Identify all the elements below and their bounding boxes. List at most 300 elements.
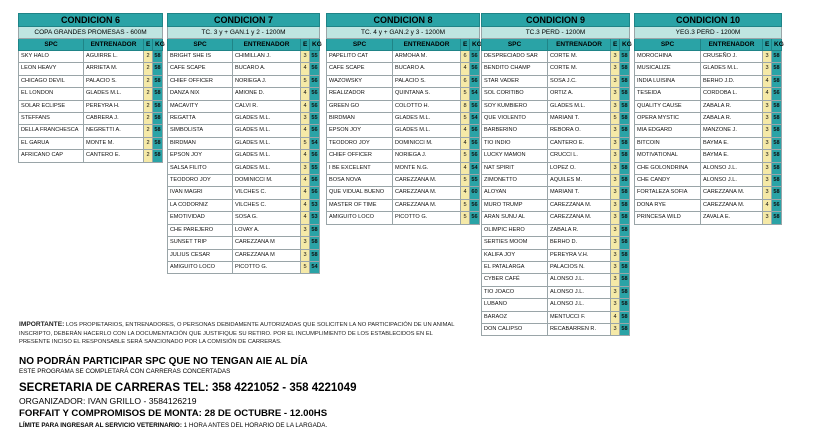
weight-value: 58 (620, 125, 630, 137)
trainer-name: BAYMA E. (701, 150, 763, 162)
age-value: 3 (611, 237, 620, 249)
secretaria-phone: SECRETARIA DE CARRERAS TEL: 358 4221052 - 358 4221049 (19, 381, 357, 394)
weight-value: 58 (620, 199, 630, 211)
age-value: 3 (611, 187, 620, 199)
age-value: 3 (611, 63, 620, 75)
table-row (19, 137, 163, 149)
horse-name: CHIEF OFFICER (168, 75, 233, 87)
age-value: 3 (301, 237, 310, 249)
weight-value: 56 (310, 187, 320, 199)
trainer-name: GLADES M.L. (233, 137, 301, 149)
horse-name: NAT SPIRIT (482, 162, 548, 174)
horse-name: GREEN GO (327, 100, 393, 112)
weight-value: 58 (620, 162, 630, 174)
horse-name: ALOYAN (482, 187, 548, 199)
table-row (168, 150, 320, 162)
column-header-entrenador: ENTRENADOR (84, 39, 144, 51)
trainer-name: CRUSEÑO J. (701, 51, 763, 63)
weight-value: 56 (310, 125, 320, 137)
age-value: 3 (611, 137, 620, 149)
age-value: 2 (144, 113, 153, 125)
horse-name: SOY KUMBIERO (482, 100, 548, 112)
table-row (327, 150, 480, 162)
table-row (482, 237, 630, 249)
weight-value: 55 (310, 162, 320, 174)
trainer-name: CAREZZANA M. (548, 199, 611, 211)
weight-value: 58 (772, 187, 782, 199)
horse-name: AMIGUITO LOCO (327, 212, 393, 224)
column-header-entrenador: ENTRENADOR (233, 39, 301, 51)
table-row (635, 75, 782, 87)
horse-name: SERTIES MOOM (482, 237, 548, 249)
weight-value: 56 (470, 137, 480, 149)
importante-text: LOS PROPIETARIOS, ENTRENADORES, O PERSONAS DEBIDAMENTE AUTORIZADAS QUE SOLICITEN LA NO PARTICIPACIÓN DE UN ANIMAL INSCRIPTO, DEBERÁN HACERLO CON LA DOCUMENTACIÓN QUE JUSTIFIQUE SU RETIRO. POR EL INCUMPLIMIENTO DE LOS ESTABLECIDOS EN EL PRESENTE INCISO EL RESPONSABLE SERÁ SANCIONADO POR LA COMISIÓN DE CARRERAS. (19, 322, 455, 346)
column-header-spc: SPC (327, 39, 393, 51)
table-row (19, 113, 163, 125)
weight-value: 58 (153, 75, 163, 87)
table-row (168, 51, 320, 63)
column-header-entrenador: ENTRENADOR (701, 39, 763, 51)
trainer-name: MENTUCCI F. (548, 311, 611, 323)
age-value: 2 (144, 88, 153, 100)
horse-name: INDIA LUISINA (635, 75, 701, 87)
weight-value: 56 (470, 150, 480, 162)
age-value: 4 (461, 187, 470, 199)
weight-value: 54 (470, 113, 480, 125)
condition-title: CONDICION 6 (19, 14, 163, 27)
weight-value: 58 (620, 113, 630, 125)
horse-name: LUCKY MAMON (482, 150, 548, 162)
trainer-name: GLADES M.L. (393, 125, 461, 137)
weight-value: 58 (620, 311, 630, 323)
horse-name: EL PATALARGA (482, 261, 548, 273)
table-row (482, 113, 630, 125)
weight-value: 58 (620, 75, 630, 87)
table-row (482, 75, 630, 87)
trainer-name: CRUCCI L. (548, 150, 611, 162)
trainer-name: CAREZZANA M. (701, 187, 763, 199)
table-row (168, 212, 320, 224)
age-value: 3 (611, 199, 620, 211)
trainer-name: ZAVALA E. (701, 212, 763, 224)
column-header-e: E (461, 39, 470, 51)
column-header-kg: KG (772, 39, 782, 51)
condition-title: CONDICION 10 (635, 14, 782, 27)
trainer-name: PICOTTO G. (233, 261, 301, 273)
age-value: 3 (611, 125, 620, 137)
trainer-name: GLADES M.L. (84, 88, 144, 100)
table-row (482, 175, 630, 187)
weight-value: 58 (620, 274, 630, 286)
trainer-name: PICOTTO G. (393, 212, 461, 224)
table-row (327, 63, 480, 75)
importante-label: IMPORTANTE: (19, 321, 65, 328)
column-header-spc: SPC (168, 39, 233, 51)
organizador-text: ORGANIZADOR: IVAN GRILLO - 3584126219 (19, 395, 197, 406)
condition-table (634, 13, 782, 225)
age-value: 4 (301, 187, 310, 199)
horse-name: SALSA FILITO (168, 162, 233, 174)
trainer-name: NORIEGA J. (233, 75, 301, 87)
trainer-name: BERHO D. (548, 237, 611, 249)
horse-name: SUNSET TRIP (168, 237, 233, 249)
weight-value: 53 (310, 199, 320, 211)
age-value: 3 (763, 175, 772, 187)
age-value: 5 (461, 212, 470, 224)
condition-title: CONDICION 9 (482, 14, 630, 27)
weight-value: 58 (772, 137, 782, 149)
horse-name: DESPRECIADO SAR (482, 51, 548, 63)
weight-value: 58 (620, 88, 630, 100)
weight-value: 55 (310, 51, 320, 63)
horse-name: CHE GOLONDRINA (635, 162, 701, 174)
weight-value: 58 (310, 249, 320, 261)
weight-value: 56 (310, 75, 320, 87)
age-value: 2 (144, 125, 153, 137)
table-row (327, 100, 480, 112)
horse-name: MURO TRUMP (482, 199, 548, 211)
table-row (635, 150, 782, 162)
weight-value: 56 (310, 150, 320, 162)
table-row (635, 100, 782, 112)
trainer-name: ARRIETA M. (84, 63, 144, 75)
age-value: 4 (461, 162, 470, 174)
table-row (482, 311, 630, 323)
weight-value: 60 (470, 187, 480, 199)
table-row (635, 187, 782, 199)
trainer-name: CORDOBA L. (701, 88, 763, 100)
horse-name: CAFE SCAPE (327, 63, 393, 75)
weight-value: 58 (153, 51, 163, 63)
horse-name: LUBANO (482, 299, 548, 311)
forfait-text: FORFAIT Y COMPROMISOS DE MONTA: 28 DE OCTUBRE - 12.00HS (19, 407, 328, 419)
horse-name: DANZA NIX (168, 88, 233, 100)
horse-name: CHE PAREJERO (168, 224, 233, 236)
weight-value: 56 (470, 125, 480, 137)
horse-name: I BE EXCELENT (327, 162, 393, 174)
weight-value: 56 (470, 63, 480, 75)
table-row (168, 187, 320, 199)
age-value: 4 (461, 137, 470, 149)
weight-value: 58 (620, 51, 630, 63)
weight-value: 58 (772, 125, 782, 137)
trainer-name: DOMINICCI M. (393, 137, 461, 149)
age-value: 6 (461, 75, 470, 87)
trainer-name: CHIMILLAN J. (233, 51, 301, 63)
horse-name: BRIGHT SHE IS (168, 51, 233, 63)
horse-name: PAPELITO CAT (327, 51, 393, 63)
weight-value: 56 (470, 100, 480, 112)
trainer-name: ALONSO J.L. (548, 286, 611, 298)
limite-value: 1 HORA ANTES DEL HORARIO DE LA LARGADA. (183, 421, 328, 429)
horse-name: CYBER CAFÉ (482, 274, 548, 286)
age-value: 3 (763, 63, 772, 75)
race-description: TC. 3 y + GAN.1 y 2 - 1200M (168, 27, 320, 39)
weight-value: 58 (153, 113, 163, 125)
table-row (168, 113, 320, 125)
age-value: 4 (763, 75, 772, 87)
table-row (168, 125, 320, 137)
horse-name: BIRDMAN (327, 113, 393, 125)
weight-value: 58 (620, 237, 630, 249)
trainer-name: CALVI R. (233, 100, 301, 112)
column-header-spc: SPC (482, 39, 548, 51)
table-row (482, 261, 630, 273)
horse-name: BITCOIN (635, 137, 701, 149)
horse-name: IVAN MAGRI (168, 187, 233, 199)
table-row (482, 187, 630, 199)
weight-value: 58 (772, 212, 782, 224)
table-row (168, 137, 320, 149)
trainer-name: AMIONE D. (233, 88, 301, 100)
horse-name: TIO JOACO (482, 286, 548, 298)
age-value: 4 (301, 88, 310, 100)
weight-value: 58 (310, 224, 320, 236)
trainer-name: NEGRETTI A. (84, 125, 144, 137)
horse-name: MUSICALIZE (635, 63, 701, 75)
age-value: 2 (144, 63, 153, 75)
horse-name: SOL CORITIBO (482, 88, 548, 100)
table-row (168, 199, 320, 211)
trainer-name: GLADES M.L. (233, 125, 301, 137)
age-value: 2 (144, 150, 153, 162)
horse-name: TEODORO JOY (168, 175, 233, 187)
trainer-name: MONTE M. (84, 137, 144, 149)
age-value: 5 (611, 113, 620, 125)
table-row (327, 199, 480, 211)
weight-value: 56 (470, 212, 480, 224)
trainer-name: MONTE N.G. (393, 162, 461, 174)
age-value: 2 (144, 51, 153, 63)
column-header-kg: KG (620, 39, 630, 51)
table-row (482, 212, 630, 224)
weight-value: 58 (620, 323, 630, 335)
age-value: 3 (301, 162, 310, 174)
age-value: 3 (611, 51, 620, 63)
weight-value: 58 (772, 113, 782, 125)
table-row (19, 75, 163, 87)
table-row (482, 125, 630, 137)
table-row (327, 212, 480, 224)
table-row (19, 51, 163, 63)
age-value: 5 (301, 137, 310, 149)
column-header-e: E (763, 39, 772, 51)
table-row (482, 100, 630, 112)
table-row (482, 274, 630, 286)
horse-name: QUALITY CAUSE (635, 100, 701, 112)
column-header-entrenador: ENTRENADOR (393, 39, 461, 51)
trainer-name: NORIEGA J. (393, 150, 461, 162)
trainer-name: PALACIOS N. (548, 261, 611, 273)
table-row (482, 323, 630, 335)
trainer-name: CABRERA J. (84, 113, 144, 125)
trainer-name: PALACIO S. (393, 75, 461, 87)
table-row (482, 249, 630, 261)
column-header-entrenador: ENTRENADOR (548, 39, 611, 51)
age-value: 4 (301, 150, 310, 162)
weight-value: 56 (470, 199, 480, 211)
age-value: 3 (611, 323, 620, 335)
weight-value: 55 (310, 113, 320, 125)
trainer-name: PEREYRA H. (84, 100, 144, 112)
horse-name: MIA EDGARD (635, 125, 701, 137)
horse-name: EL GARUA (19, 137, 84, 149)
age-value: 3 (763, 212, 772, 224)
age-value: 3 (611, 175, 620, 187)
weight-value: 56 (310, 88, 320, 100)
age-value: 5 (301, 75, 310, 87)
horse-name: ARAN SUNU AL (482, 212, 548, 224)
trainer-name: AQUILES M. (548, 175, 611, 187)
trainer-name: GLADES M.L. (233, 162, 301, 174)
horse-name: DONA RYE (635, 199, 701, 211)
trainer-name: COLOTTO H. (393, 100, 461, 112)
weight-value: 54 (470, 162, 480, 174)
weight-value: 56 (772, 199, 782, 211)
weight-value: 53 (310, 212, 320, 224)
horse-name: MASTER OF TIME (327, 199, 393, 211)
horse-name: TESEIDA (635, 88, 701, 100)
trainer-name: BUCARO A. (233, 63, 301, 75)
trainer-name: CANTERO E. (548, 137, 611, 149)
age-value: 3 (763, 51, 772, 63)
trainer-name: SOSA G. (233, 212, 301, 224)
table-row (168, 224, 320, 236)
age-value: 3 (611, 212, 620, 224)
weight-value: 56 (772, 88, 782, 100)
condition-table (326, 13, 480, 225)
age-value: 8 (461, 100, 470, 112)
weight-value: 58 (620, 286, 630, 298)
column-header-kg: KG (153, 39, 163, 51)
age-value: 2 (144, 75, 153, 87)
horse-name: MOROCHINA (635, 51, 701, 63)
horse-name: OPERA MYSTIC (635, 113, 701, 125)
age-value: 4 (763, 199, 772, 211)
column-header-e: E (301, 39, 310, 51)
horse-name: BARBERINO (482, 125, 548, 137)
weight-value: 58 (620, 299, 630, 311)
trainer-name: GLADES M.L. (701, 63, 763, 75)
table-row (482, 63, 630, 75)
table-row (168, 100, 320, 112)
horse-name: REGATTA (168, 113, 233, 125)
table-row (327, 162, 480, 174)
trainer-name: SOSA J.C. (548, 75, 611, 87)
trainer-name: GLADES M.L. (548, 100, 611, 112)
table-row (635, 137, 782, 149)
age-value: 3 (611, 150, 620, 162)
horse-name: QUE VIDUAL BUENO (327, 187, 393, 199)
trainer-name: BAYMA E. (701, 137, 763, 149)
importante-note (19, 321, 459, 347)
table-row (635, 162, 782, 174)
notes-section (19, 321, 459, 429)
weight-value: 58 (620, 187, 630, 199)
age-value: 3 (611, 286, 620, 298)
table-row (168, 261, 320, 273)
trainer-name: CORTE M. (548, 63, 611, 75)
condition-title: CONDICION 7 (168, 14, 320, 27)
age-value: 3 (763, 137, 772, 149)
trainer-name: PALACIO S. (84, 75, 144, 87)
age-value: 5 (461, 88, 470, 100)
weight-value: 55 (470, 175, 480, 187)
weight-value: 58 (153, 63, 163, 75)
race-description: TC. 4 y + GAN.2 y 3 - 1200M (327, 27, 480, 39)
age-value: 4 (461, 125, 470, 137)
trainer-name: CORTE M. (548, 51, 611, 63)
trainer-name: ALONSO J.L. (548, 274, 611, 286)
weight-value: 58 (153, 150, 163, 162)
trainer-name: LOVAY A. (233, 224, 301, 236)
weight-value: 58 (772, 63, 782, 75)
age-value: 6 (461, 51, 470, 63)
weight-value: 56 (470, 51, 480, 63)
table-row (482, 88, 630, 100)
age-value: 4 (301, 175, 310, 187)
trainer-name: ZABALA R. (701, 100, 763, 112)
column-header-e: E (144, 39, 153, 51)
table-row (327, 187, 480, 199)
age-value: 4 (301, 125, 310, 137)
age-value: 3 (611, 249, 620, 261)
horse-name: FORTALEZA SOFIA (635, 187, 701, 199)
table-row (482, 162, 630, 174)
horse-name: CHICAGO DEVIL (19, 75, 84, 87)
horse-name: REALIZADOR (327, 88, 393, 100)
age-value: 3 (763, 100, 772, 112)
table-row (482, 286, 630, 298)
weight-value: 58 (620, 175, 630, 187)
horse-name: LA CODORNIZ (168, 199, 233, 211)
column-header-spc: SPC (635, 39, 701, 51)
weight-value: 58 (620, 261, 630, 273)
weight-value: 58 (310, 237, 320, 249)
table-row (19, 88, 163, 100)
condition-table (18, 13, 163, 163)
horse-name: SKY HALO (19, 51, 84, 63)
condition-table (167, 13, 320, 274)
trainer-name: CANTERO E. (84, 150, 144, 162)
weight-value: 58 (620, 63, 630, 75)
race-description: COPA GRANDES PROMESAS - 600M (19, 27, 163, 39)
table-row (168, 249, 320, 261)
weight-value: 58 (772, 150, 782, 162)
trainer-name: VILCHES C. (233, 199, 301, 211)
table-row (635, 113, 782, 125)
trainer-name: LOPEZ O. (548, 162, 611, 174)
horse-name: BENDITO CHAMP (482, 63, 548, 75)
horse-name: OLIMPIC HERO (482, 224, 548, 236)
horse-name: JULIUS CESAR (168, 249, 233, 261)
age-value: 5 (301, 261, 310, 273)
race-description: TC.3 PERD - 1200M (482, 27, 630, 39)
horse-name: PRINCESA WILD (635, 212, 701, 224)
horse-name: TIO INDIO (482, 137, 548, 149)
table-row (327, 125, 480, 137)
column-header-kg: KG (310, 39, 320, 51)
trainer-name: ZABALA R. (548, 224, 611, 236)
table-row (635, 88, 782, 100)
horse-name: AFRICANO CAP (19, 150, 84, 162)
table-row (327, 88, 480, 100)
horse-name: BARAOZ (482, 311, 548, 323)
age-value: 3 (611, 100, 620, 112)
trainer-name: CAREZZANA M. (393, 175, 461, 187)
limite-label: LÍMITE PARA INGRESAR AL SERVICIO VETERINARIO: (19, 421, 182, 429)
horse-name: CAFE SCAPE (168, 63, 233, 75)
